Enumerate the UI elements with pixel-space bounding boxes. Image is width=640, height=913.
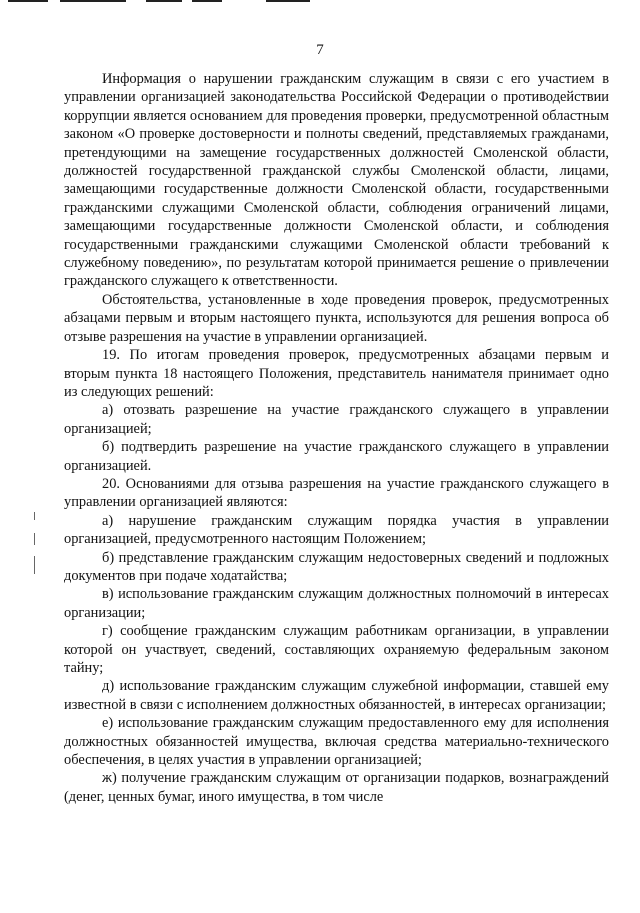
paragraph: е) использование гражданским служащим предоставленного ему для исполнения должностных обязанностей имущества, включая средства материально-технического обеспечения, в целях участия в управлении организацией;: [64, 715, 609, 769]
scan-artifact-bar: [60, 0, 126, 2]
scan-artifact-bar: [192, 0, 222, 2]
scan-artifact-bar: [266, 0, 310, 2]
scan-artifact-bar: [8, 0, 48, 2]
paragraph: а) нарушение гражданским служащим порядка участия в управлении организацией, предусмотренного настоящим Положением;: [64, 512, 609, 548]
paragraph: Информация о нарушении гражданским служащим в связи с его участием в управлении организацией законодательства Российской Федерации о противодействии коррупции является основанием для проведения проверки, предусмотренной областным законом «О проверке достоверности и полноты сведений, представляемых гражданами, претендующими на замещение государственных должностей Смоленской области, должностей государственной гражданской службы Смоленской области, лицами, замещающими государственные должности Смоленской области, государственными гражданскими служащими Смоленской области, соблюдения ограничений лицами, замещающими государственные должности Смоленской области, и соблюдения государственными гражданскими служащими Смоленской области требований к служебному поведению», по результатам которой принимается решение о привлечении гражданского служащего к ответственности.: [64, 71, 609, 290]
margin-mark: [34, 556, 35, 574]
paragraph: 20. Основаниями для отзыва разрешения на участие гражданского служащего в управлении организацией являются:: [64, 475, 609, 511]
margin-mark: [34, 533, 35, 545]
page-number: 7: [316, 42, 324, 58]
paragraph: б) подтвердить разрешение на участие гражданского служащего в управлении организацией.: [64, 439, 609, 474]
paragraph: ж) получение гражданским служащим от организации подарков, вознаграждений (денег, ценных бумаг, иного имущества, в том числе: [64, 770, 609, 805]
paragraph: 19. По итогам проведения проверок, предусмотренных абзацами первым и вторым пункта 18 настоящего Положения, представитель нанимателя принимает одно из следующих решений:: [64, 347, 609, 400]
paragraph: Обстоятельства, установленные в ходе проведения проверок, предусмотренных абзацами первым и вторым настоящего пункта, используются для решения вопроса об отзыве разрешения на участие в управлении организацией.: [64, 291, 609, 345]
margin-mark: [34, 512, 35, 520]
paragraph: б) представление гражданским служащим недостоверных сведений и подложных документов при подаче ходатайства;: [64, 549, 609, 584]
paragraph: в) использование гражданским служащим должностных полномочий в интересах организации;: [64, 586, 609, 621]
document-body: [64, 70, 609, 806]
paragraph: д) использование гражданским служащим служебной информации, ставшей ему известной в связи с исполнением должностных обязанностей, в интересах организации;: [64, 678, 609, 713]
paragraph: г) сообщение гражданским служащим работникам организации, в управлении которой он участвует, сведений, составляющих охраняемую федеральным законом тайну;: [64, 623, 609, 676]
paragraph: а) отозвать разрешение на участие гражданского служащего в управлении организацией;: [64, 402, 609, 437]
scan-artifact-bar: [146, 0, 182, 2]
